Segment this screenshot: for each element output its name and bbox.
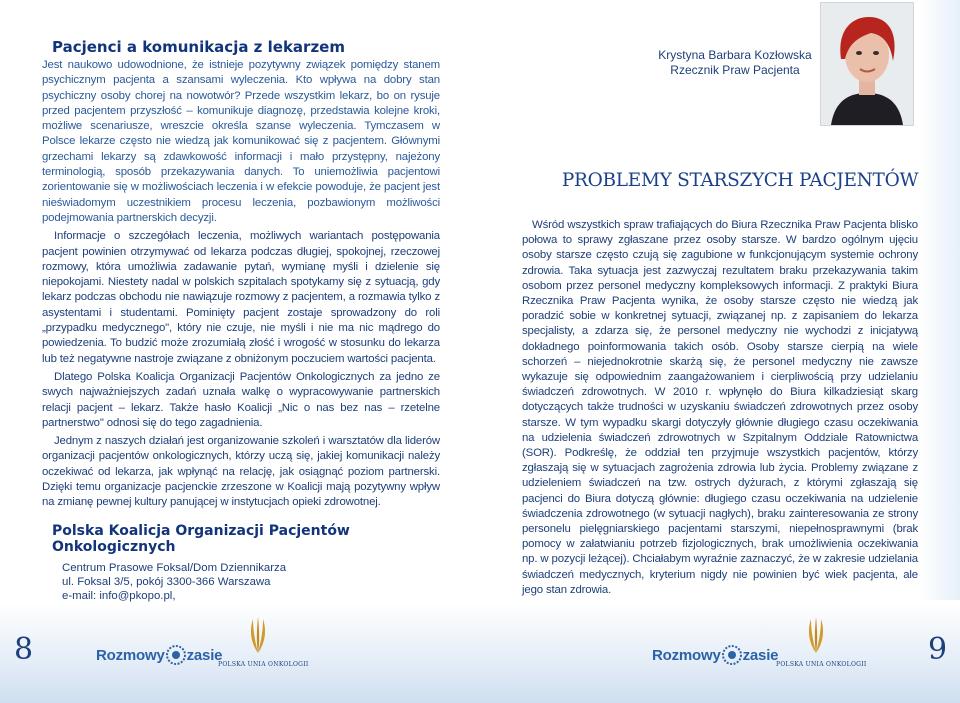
author-photo	[820, 2, 914, 126]
right-body	[522, 218, 918, 598]
decorative-side-bar	[920, 0, 960, 600]
clock-burst-icon	[721, 644, 743, 666]
right-column	[520, 0, 960, 600]
left-column	[42, 34, 440, 631]
organization-heading: Polska Koalicja Organizacji Pacjentów Onkologicznych	[52, 522, 350, 555]
logo-text-part1: Rozmowy	[96, 646, 165, 664]
article-heading: Pacjenci a komunikacja z lekarzem	[52, 38, 345, 56]
pulo-emblem-icon	[243, 615, 273, 655]
paragraph-2: Informacje o szczegółach leczenia, możliwych wariantach postępowania pacjent powinien otrzymywać od lekarza podczas długiej, spokojnej, rzeczowej rozmowy, która umożliwia zadawanie pytań, wymianę myśli i dzielenie się niepokojami. Niestety nadal w polskich szpitalach spotykamy się z sytuacją, gdy lekarz podczas obchodu nie nawiązuje rozmowy z pacjentem, a rozmawia tylko z asystentami i studentami. Pominięty pacjent zostaje sprowadzony do roli „przypadku medycznego", który nie czuje, nie myśli i nie ma nic mądrego do powiedzenia. To budzić może zrozumiałą złość i wrogość w stosunku do lekarza lub też negatywne nastroje związane z obniżonym poczuciem wartości pacjenta.	[42, 230, 440, 365]
author-name: Krystyna Barbara Kozłowska	[658, 48, 812, 62]
section-title: PROBLEMY STARSZYCH PACJENTÓW	[561, 170, 919, 191]
right-paragraph: Wśród wszystkich spraw trafiających do Biura Rzecznika Praw Pacjenta blisko połowa to sprawy zgłaszane przez osoby starsze. W bardzo ogólnym ujęciu osoby starsze często czują się zagubione w funkcjonującym systemie ochrony zdrowia. Taka sytuacja jest zazwyczaj rezultatem braku przekazywania takim osobom przez personel medyczny kompleksowych informacji. Z praktyki Biura Rzecznika Praw Pacjenta wynika, że osoby starsze często nie wiedzą jak poradzić sobie w konkretnej sytuacji, związanej np. z zapisaniem do lekarza specjalisty, a zdarza się, że personel medyczny nie wychodzi z inicjatywą dokładnego poinformowania takich osób. Osoby starsze cierpią na wiele schorzeń – niejednokrotnie skarżą się, że personel medyczny nie zawsze wykazuje się odpowiednim zaangażowaniem i cierpliwością przy udzielaniu świadczeń zdrowotnych. W 2010 r. wpłynęło do Biura kilkadziesiąt skarg dotyczących także trudności w uzyskaniu świadczeń zdrowotnych przez osoby starsze. W tym wypadku skargi dotyczyły głównie długiego czasu oczekiwania na udzielenia świadczeń zdrowotnych w Szpitalnym Oddziale Ratownictwa (SOR). Podkreślę, że oddział ten przyjmuje wszystkich pacjentów, którzy zgłaszają się w sytuacjach zagrożenia zdrowia lub życia. Problemy związane z udzieleniem świadczeń na tzw. ostrych dyżurach, z którymi zgłaszają się pacjenci do Biura dotyczą głównie: długiego czasu oczekiwania na udzielenie świadczenia zdrowotnego (w sytuacji nagłych), braku zainteresowania ze strony personelu pielęgniarskiego pacjentami starszymi, niepełnosprawnymi (brak pomocy w załatwianiu potrzeb fizjologicznych, brak umożliwienia oczekiwania np. w pozycji leżącej). Chciałabym wyraźnie zaznaczyć, że w zakresie udzielania świadczeń medycznych, kryterium nigdy nie powinien być wiek pacjenta, ale jego stan zdrowia.	[522, 219, 918, 596]
rozmowy-logo-right	[652, 640, 778, 670]
pulo-logo-left	[218, 615, 309, 668]
page-number-right: 9	[928, 632, 948, 667]
rozmowy-logo-left	[96, 640, 222, 670]
intro-paragraph: Jest naukowo udowodnione, że istnieje pozytywny związek pomiędzy stanem psychicznym pacjenta a szansami wyleczenia. Kto wpływa na dobry stan psychiczny osoby chorej na nowotwór? Przede wszystkim lekarz, bo on rysuje przed pacjentem przyszłość – komunikuje diagnozę, przedstawia kolejne kroki, możliwe scenariusze, wreszcie określa szanse wyleczenia. Tymczasem w Polsce lekarze często nie wiedzą jak komunikować się z pacjentem. Głównymi grzechami lekarzy są zdawkowość informacji i mało przystępny, najeżony terminologią, sposób przekazywania danych. To uniemożliwia pacjentowi zorientowanie się w możliwościach leczenia i w efekcie powoduje, że pacjent jest nieświadomym uczestnikiem procesu leczenia, pozbawionym możliwości podejmowania partnerskich decyzji.	[42, 59, 440, 224]
paragraph-4: Jednym z naszych działań jest organizowanie szkoleń i warsztatów dla liderów organizacji pacjentów onkologicznych, którzy uczą się, jakiej komunikacji należy oczekiwać od lekarza, jak wpłynąć na relację, jak osiągnąć poziom partnerski. Dzięki temu organizacje pacjenckie zrzeszone w Koalicji mają pozytywny wpływ na zmianę pewnej kultury panującej w instytucjach opieki zdrowotnej.	[42, 435, 440, 509]
contact-email[interactable]: e-mail: info@pkopo.pl,	[62, 589, 176, 602]
clock-burst-icon	[165, 644, 187, 666]
author-role: Rzecznik Praw Pacjenta	[670, 63, 800, 77]
pulo-caption-left: POLSKA UNIA ONKOLOGII	[218, 661, 309, 668]
logo-text-part3-right: zasie	[742, 646, 779, 664]
contact-line-address-1: Centrum Prasowe Foksal/Dom Dziennikarza	[62, 561, 287, 574]
paragraph-3: Dlatego Polska Koalicja Organizacji Pacjentów Onkologicznych za jedno ze swych najważniejszych zadań uznała walkę o wypracowywanie partnerskich relacji pacjent – lekarz. Także hasło Koalicji „Nic o nas bez nas – rzetelne partnerstwo" odnosi się do tego zagadnienia.	[42, 370, 440, 429]
pulo-logo-right	[776, 615, 867, 668]
page-number-left: 8	[14, 632, 34, 667]
logo-text-part3: zasie	[186, 646, 223, 664]
pulo-caption-right: POLSKA UNIA ONKOLOGII	[776, 661, 867, 668]
pulo-emblem-icon	[801, 615, 831, 655]
contact-line-address-2: ul. Foksal 3/5, pokój 3300-366 Warszawa	[62, 575, 271, 588]
logo-text-part1-right: Rozmowy	[652, 646, 721, 664]
author-signature	[652, 48, 818, 78]
